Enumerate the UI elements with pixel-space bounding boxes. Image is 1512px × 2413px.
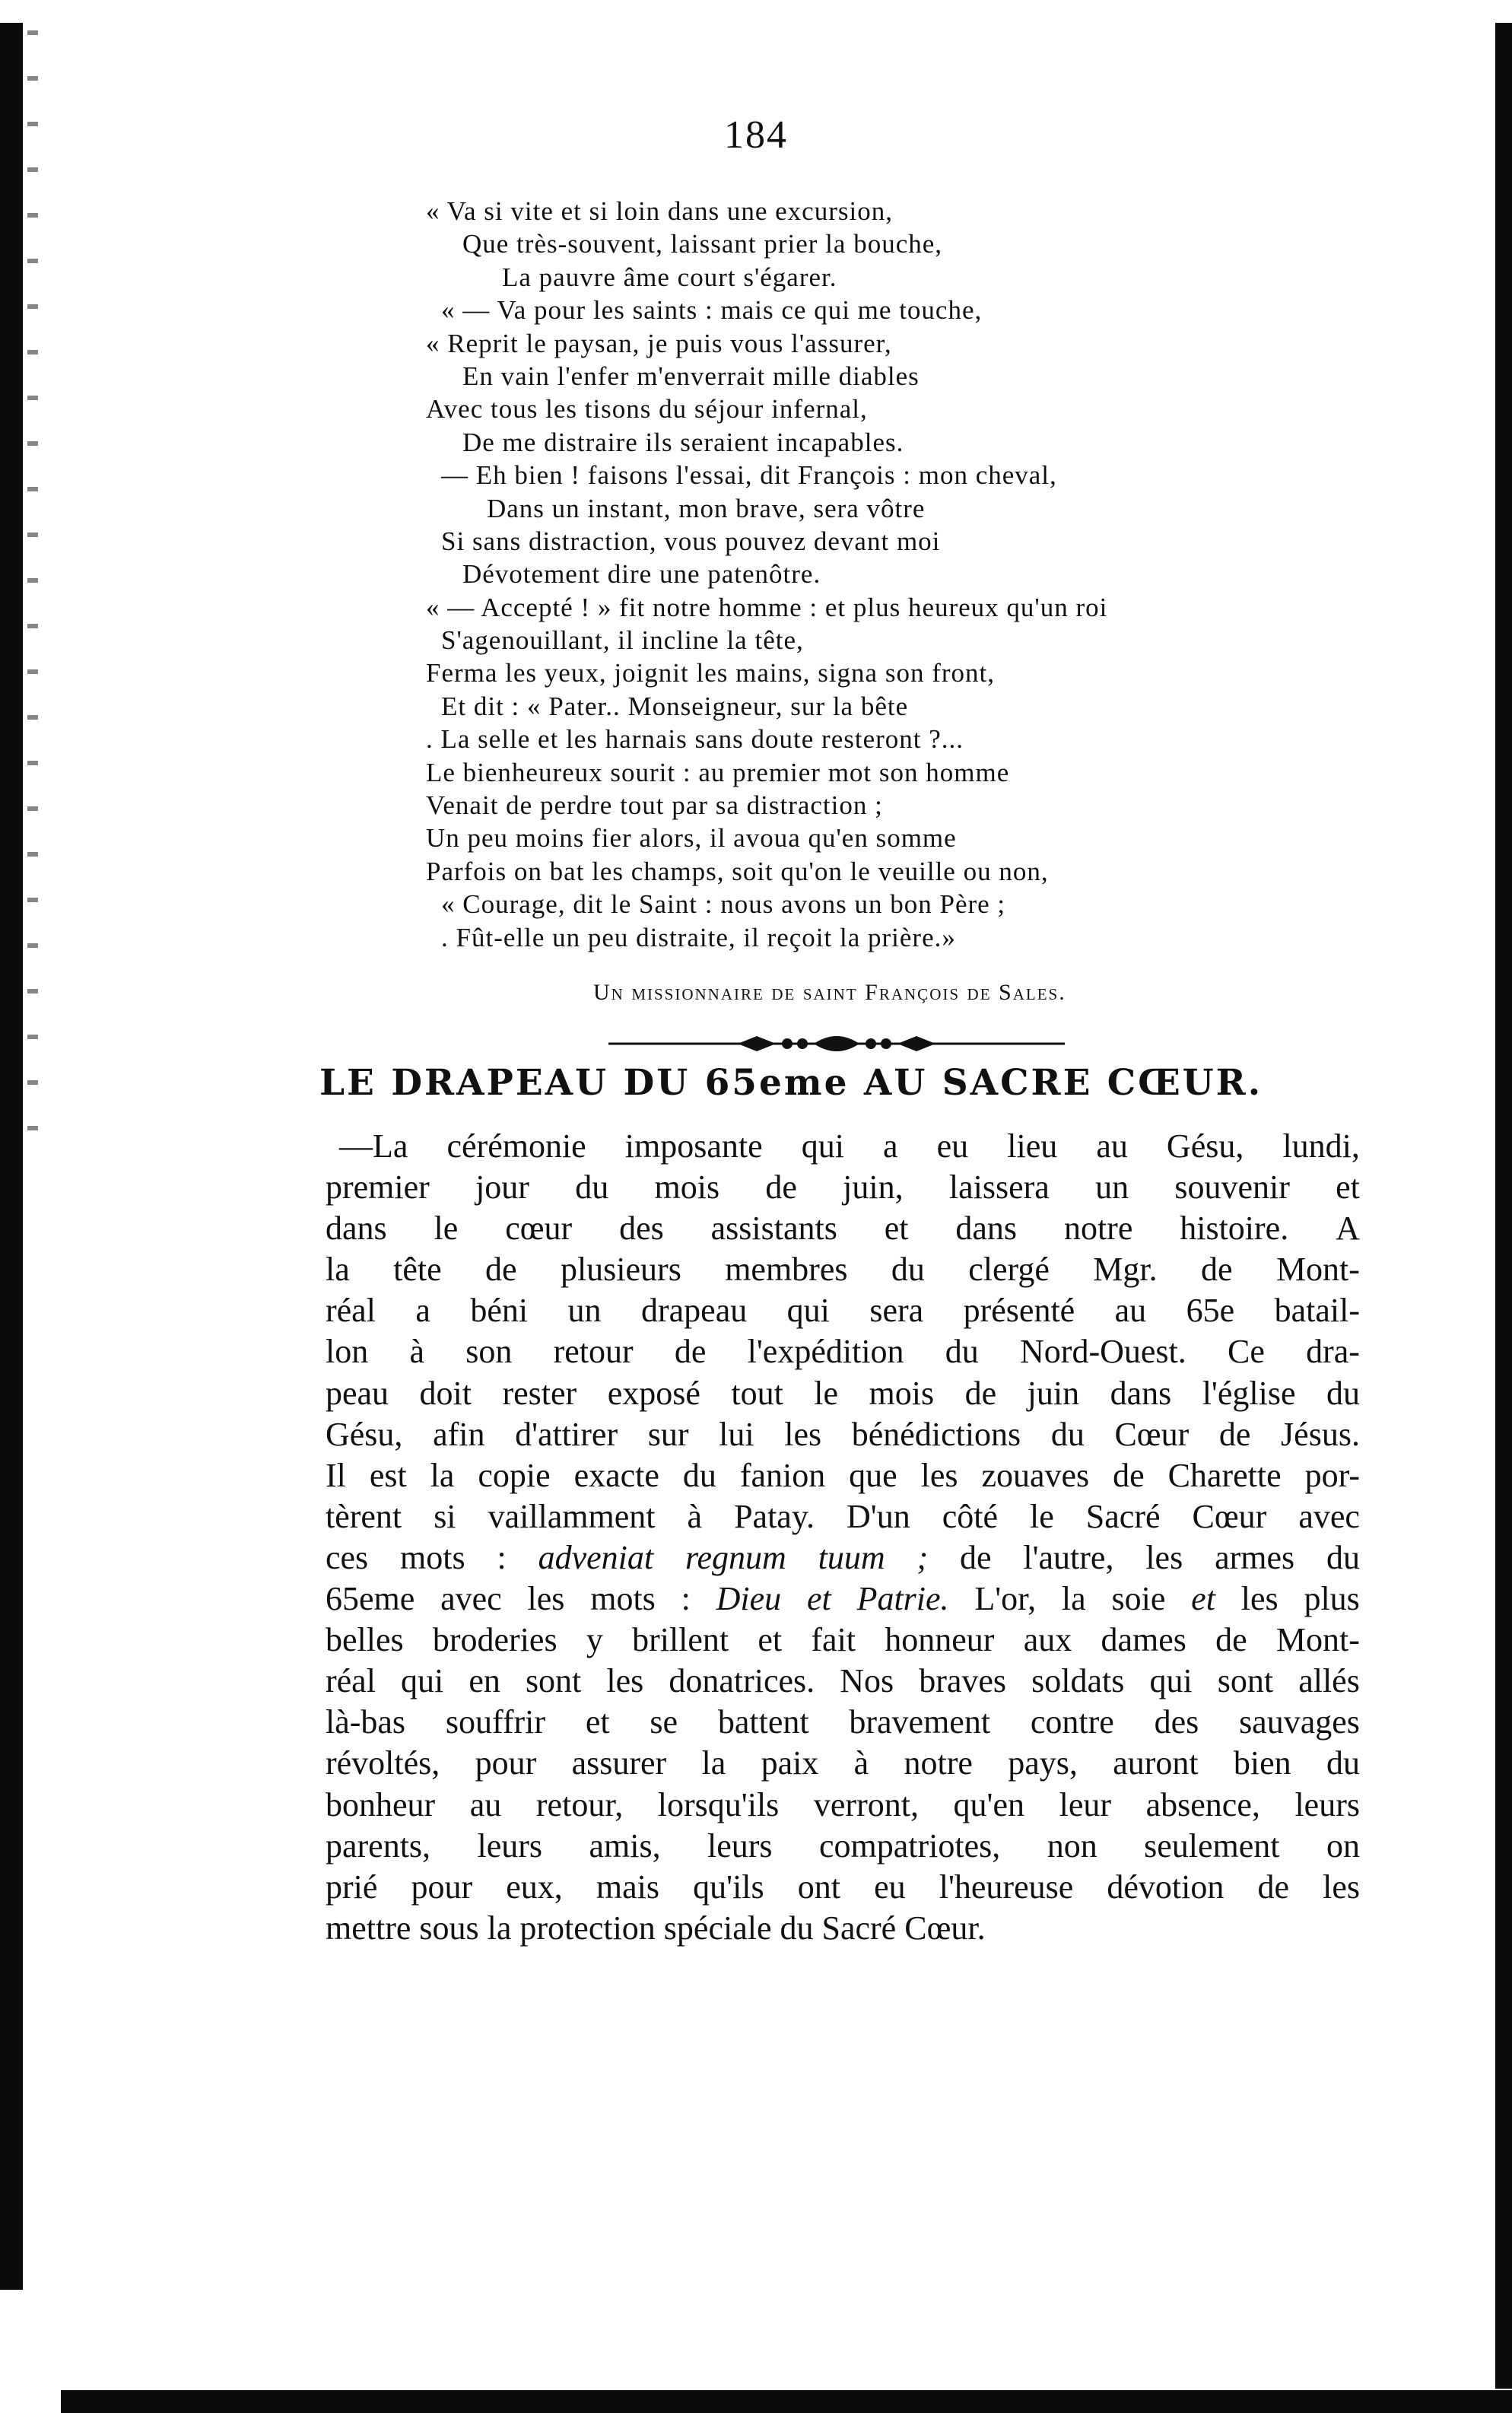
article-body xyxy=(326,1126,1360,1949)
poem-line: Dans un instant, mon brave, sera vôtre xyxy=(487,493,926,523)
article-line: peau doit rester exposé tout le mois de juin dans l'église du xyxy=(326,1374,1360,1412)
page-number: 184 xyxy=(724,113,788,157)
article-line: parents, leurs amis, leurs compatriotes, non seulement on xyxy=(326,1826,1360,1865)
article-line: —La cérémonie imposante qui a eu lieu au Gésu, lundi, xyxy=(339,1127,1360,1165)
article-line: belles broderies y brillent et fait honneur aux dames de Mont- xyxy=(326,1621,1360,1659)
scan-border-left xyxy=(0,23,23,2290)
article-line: bonheur au retour, lorsqu'ils verront, qu'en leur absence, leurs xyxy=(326,1785,1360,1823)
article-line: mettre sous la protection spéciale du Sacré Cœur. xyxy=(326,1909,986,1947)
article-line: réal qui en sont les donatrices. Nos braves soldats qui sont allés xyxy=(326,1662,1360,1700)
scan-speckle-left xyxy=(27,30,38,1172)
article-line: tèrent si vaillamment à Patay. D'un côté le Sacré Cœur avec xyxy=(326,1497,1360,1535)
poem xyxy=(426,195,1323,954)
poem-line: « — Accepté ! » fit notre homme : et plus heureux qu'un roi xyxy=(426,592,1108,622)
poem-line: « — Va pour les saints : mais ce qui me touche, xyxy=(441,295,983,326)
scan-border-right xyxy=(1495,23,1512,2389)
article-line: 65eme avec les mots : Dieu et Patrie. L'or, la soie et les plus xyxy=(326,1580,1360,1618)
poem-line: Venait de perdre tout par sa distraction ; xyxy=(426,790,883,821)
poem-line: Le bienheureux sourit : au premier mot son homme xyxy=(426,757,1010,787)
poem-line: Parfois on bat les champs, soit qu'on le veuille ou non, xyxy=(426,856,1049,886)
article-line: prié pour eux, mais qu'ils ont eu l'heureuse dévotion de les xyxy=(326,1868,1360,1906)
poem-line: Dévotement dire une patenôtre. xyxy=(462,559,821,590)
poem-line: Ferma les yeux, joignit les mains, signa son front, xyxy=(426,658,995,688)
article-line: dans le cœur des assistants et dans notre histoire. A xyxy=(326,1210,1360,1248)
article-line: là-bas souffrir et se battent bravement contre des sauvages xyxy=(326,1703,1360,1741)
poem-line: S'agenouillant, il incline la tête, xyxy=(441,625,804,656)
poem-line: . La selle et les harnais sans doute resteront ?... xyxy=(426,724,964,755)
article-line: révoltés, pour assurer la paix à notre pays, auront bien du xyxy=(326,1744,1360,1782)
poem-line: De me distraire ils seraient incapables. xyxy=(462,427,904,457)
article-line: premier jour du mois de juin, laissera un souvenir et xyxy=(326,1168,1360,1206)
article-line: ces mots : adveniat regnum tuum ; de l'autre, les armes du xyxy=(326,1538,1360,1576)
article-line: réal a béni un drapeau qui sera présenté au 65e batail- xyxy=(326,1292,1360,1330)
poem-line: « Va si vite et si loin dans une excursion, xyxy=(426,196,893,226)
poem-line: Et dit : « Pater.. Monseigneur, sur la bête xyxy=(441,691,909,721)
scan-border-bottom xyxy=(61,2390,1512,2413)
article-line: Gésu, afin d'attirer sur lui les bénédictions du Cœur de Jésus. xyxy=(326,1415,1360,1453)
poem-line: La pauvre âme court s'égarer. xyxy=(502,262,837,292)
poem-signature: Un missionnaire de saint François de Sales. xyxy=(593,980,1066,1005)
article-line: la tête de plusieurs membres du clergé Mgr. de Mont- xyxy=(326,1251,1360,1289)
poem-line: « Courage, dit le Saint : nous avons un bon Père ; xyxy=(441,889,1006,920)
poem-line: Un peu moins fier alors, il avoua qu'en somme xyxy=(426,823,957,854)
article-line: lon à son retour de l'expédition du Nord-Ouest. Ce dra- xyxy=(326,1333,1360,1371)
poem-line: Avec tous les tisons du séjour infernal, xyxy=(426,394,868,424)
poem-line: Que très-souvent, laissant prier la bouche, xyxy=(462,229,943,259)
poem-line: En vain l'enfer m'enverrait mille diables xyxy=(462,361,920,391)
poem-line: — Eh bien ! faisons l'essai, dit François : mon cheval, xyxy=(441,460,1057,491)
poem-line: Si sans distraction, vous pouvez devant moi xyxy=(441,526,941,556)
article-line: Il est la copie exacte du fanion que les zouaves de Charette por- xyxy=(326,1456,1360,1494)
article-headline: LE DRAPEAU DU 65eme AU SACRE CŒUR. xyxy=(319,1062,1263,1104)
section-divider-ornament xyxy=(608,1028,1065,1059)
poem-line: « Reprit le paysan, je puis vous l'assurer, xyxy=(426,328,892,358)
poem-line: . Fût-elle un peu distraite, il reçoit la prière.» xyxy=(441,922,956,952)
